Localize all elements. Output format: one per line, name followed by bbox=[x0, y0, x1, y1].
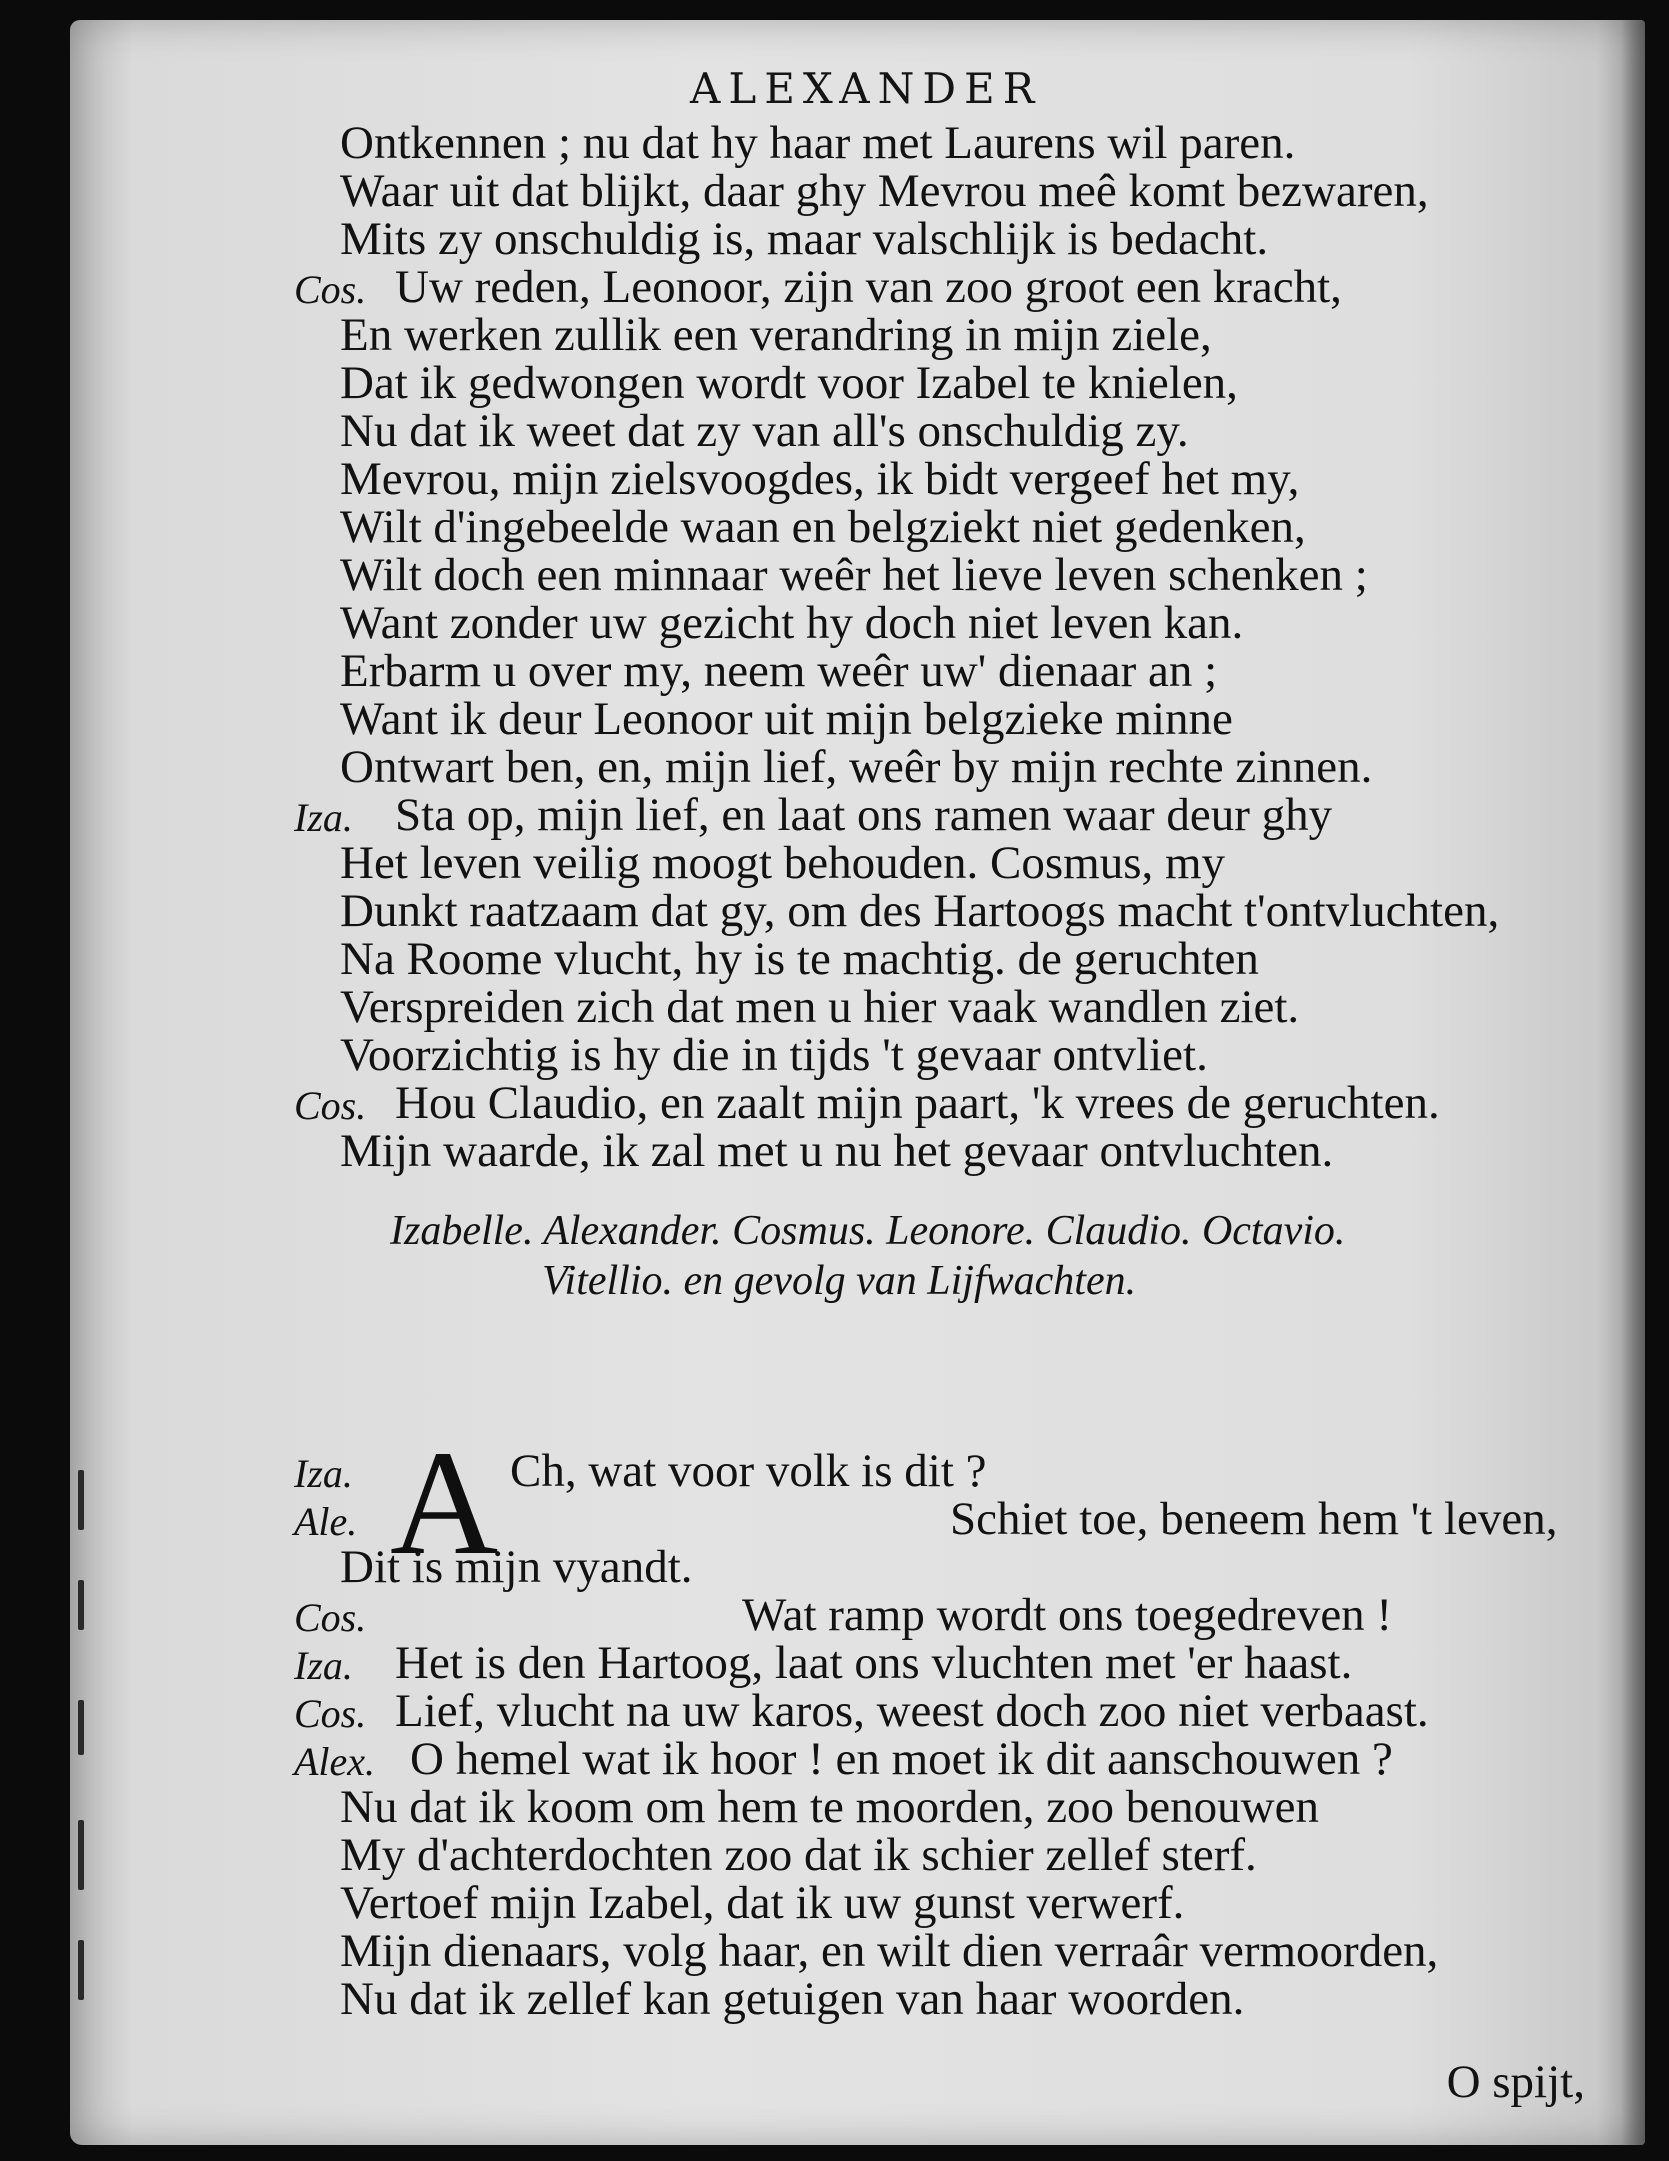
verse-line: Ontkennen ; nu dat hy haar met Laurens wil paren. bbox=[340, 117, 1296, 169]
speaker-label: Alex. bbox=[294, 1739, 376, 1784]
page-edge-mark bbox=[78, 1580, 84, 1630]
verse-line: Uw reden, Leonoor, zijn van zoo groot een kracht, bbox=[395, 261, 1342, 313]
verse-line: Schiet toe, beneem hem 't leven, bbox=[950, 1493, 1558, 1545]
verse-line: Dit is mijn vyandt. bbox=[340, 1541, 693, 1593]
verse-line: Vertoef mijn Izabel, dat ik uw gunst verwerf. bbox=[340, 1877, 1185, 1929]
verse-line: Nu dat ik weet dat zy van all's onschuldig zy. bbox=[340, 405, 1189, 457]
verse-line: Lief, vlucht na uw karos, weest doch zoo niet verbaast. bbox=[395, 1685, 1429, 1737]
speaker-label: Iza. bbox=[294, 795, 353, 840]
verse-line: Mijn waarde, ik zal met u nu het gevaar ontvluchten. bbox=[340, 1125, 1334, 1177]
verse-line: Nu dat ik koom om hem te moorden, zoo benouwen bbox=[340, 1781, 1319, 1833]
verse-line: Want ik deur Leonoor uit mijn belgzieke minne bbox=[340, 693, 1233, 745]
verse-line: Ch, wat voor volk is dit ? bbox=[510, 1445, 987, 1497]
speaker-label: Cos. bbox=[294, 1083, 367, 1128]
speaker-label: Cos. bbox=[294, 267, 367, 312]
verse-line: Want zonder uw gezicht hy doch niet leven kan. bbox=[340, 597, 1244, 649]
verse-line: Dat ik gedwongen wordt voor Izabel te knielen, bbox=[340, 357, 1238, 409]
verse-line: Hou Claudio, en zaalt mijn paart, 'k vrees de geruchten. bbox=[395, 1077, 1440, 1129]
verse-line: Nu dat ik zellef kan getuigen van haar woorden. bbox=[340, 1973, 1245, 2025]
verse-line: Mits zy onschuldig is, maar valschlijk is bedacht. bbox=[340, 213, 1269, 265]
page-edge-mark bbox=[78, 1470, 84, 1530]
verse-line: Mevrou, mijn zielsvoogdes, ik bidt vergeef het my, bbox=[340, 453, 1300, 505]
verse-line: Wilt doch een minnaar weêr het lieve leven schenken ; bbox=[340, 549, 1368, 601]
verse-line: Dunkt raatzaam dat gy, om des Hartoogs macht t'ontvluchten, bbox=[340, 885, 1500, 937]
verse-line: O hemel wat ik hoor ! en moet ik dit aanschouwen ? bbox=[410, 1733, 1393, 1785]
speaker-label: Cos. bbox=[294, 1691, 367, 1736]
drop-cap: A bbox=[390, 1420, 499, 1586]
verse-line: Na Roome vlucht, hy is te machtig. de geruchten bbox=[340, 933, 1259, 985]
running-header: ALEXANDER bbox=[690, 64, 1043, 113]
verse-line: Mijn dienaars, volg haar, en wilt dien verraâr vermoorden, bbox=[340, 1925, 1439, 1977]
verse-line: Waar uit dat blijkt, daar ghy Mevrou meê komt bezwaren, bbox=[340, 165, 1429, 217]
verse-line: Erbarm u over my, neem weêr uw' dienaar an ; bbox=[340, 645, 1218, 697]
verse-line: Sta op, mijn lief, en laat ons ramen waar deur ghy bbox=[395, 789, 1333, 841]
speaker-label: Iza. bbox=[294, 1643, 353, 1688]
text-block bbox=[70, 20, 1645, 2145]
cast-list-line: Izabelle. Alexander. Cosmus. Leonore. Claudio. Octavio. bbox=[390, 1208, 1346, 1254]
verse-line: En werken zullik een verandring in mijn ziele, bbox=[340, 309, 1212, 361]
page-edge-mark bbox=[78, 1700, 84, 1755]
speaker-label: Iza. bbox=[294, 1451, 353, 1496]
verse-line: Voorzichtig is hy die in tijds 't gevaar ontvliet. bbox=[340, 1029, 1208, 1081]
verse-line: Het is den Hartoog, laat ons vluchten met 'er haast. bbox=[395, 1637, 1353, 1689]
catchword: O spijt, bbox=[1446, 2056, 1585, 2108]
verse-line: Het leven veilig moogt behouden. Cosmus, my bbox=[340, 837, 1226, 889]
verse-line: Verspreiden zich dat men u hier vaak wandlen ziet. bbox=[340, 981, 1300, 1033]
page-edge-mark bbox=[78, 1820, 84, 1890]
book-page bbox=[70, 20, 1645, 2145]
verse-line: Wat ramp wordt ons toegedreven ! bbox=[742, 1589, 1393, 1641]
verse-line: Wilt d'ingebeelde waan en belgziekt niet gedenken, bbox=[340, 501, 1306, 553]
cast-list-line: Vitellio. en gevolg van Lijfwachten. bbox=[542, 1258, 1137, 1304]
verse-line: My d'achterdochten zoo dat ik schier zellef sterf. bbox=[340, 1829, 1257, 1881]
speaker-label: Ale. bbox=[294, 1499, 358, 1544]
speaker-label: Cos. bbox=[294, 1595, 367, 1640]
verse-line: Ontwart ben, en, mijn lief, weêr by mijn rechte zinnen. bbox=[340, 741, 1373, 793]
page-edge-mark bbox=[78, 1940, 84, 2000]
